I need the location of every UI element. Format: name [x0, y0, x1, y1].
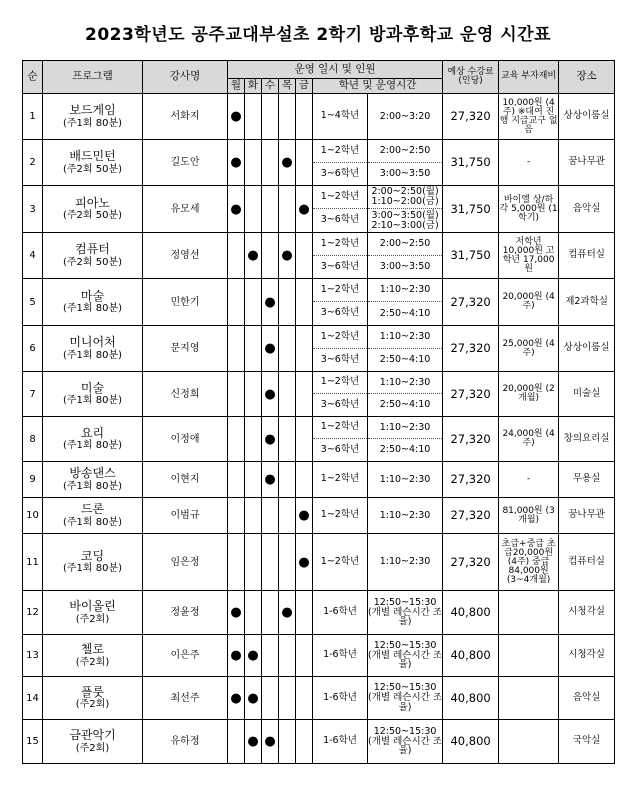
day-cell-fri	[296, 279, 313, 326]
day-dot: ●	[230, 605, 242, 620]
day-cell-mon	[228, 372, 245, 417]
day-dot: ●	[281, 155, 293, 170]
day-dot: ●	[281, 605, 293, 620]
row-number: 15	[23, 720, 43, 764]
day-cell-thu	[279, 635, 296, 677]
day-cell-thu	[279, 534, 296, 591]
header-day-tue: 화	[245, 79, 262, 94]
day-cell-mon	[228, 462, 245, 498]
day-cell-tue	[245, 140, 262, 186]
day-cell-wed	[262, 94, 279, 140]
row-number: 6	[23, 326, 43, 372]
grade-cell: 1~2학년	[313, 417, 368, 439]
teacher-name: 이현지	[143, 462, 228, 498]
program-frequency: (주1회 80분)	[62, 395, 123, 407]
day-cell-wed	[262, 417, 279, 462]
day-dot: ●	[247, 648, 259, 663]
program-frequency: (주2회)	[75, 656, 110, 668]
program-cell	[43, 372, 143, 417]
header-day-wed: 수	[262, 79, 279, 94]
day-dot: ●	[247, 248, 259, 263]
day-cell-thu	[279, 417, 296, 462]
day-cell-mon	[228, 417, 245, 462]
cost-cell: 25,000원 (4주)	[499, 326, 559, 372]
day-cell-tue	[245, 326, 262, 372]
table-row	[23, 635, 615, 677]
time-cell: 1:10~2:30	[368, 498, 443, 534]
day-cell-mon	[228, 140, 245, 186]
program-frequency: (주2회)	[75, 699, 110, 711]
fee-cell: 40,800	[443, 591, 499, 635]
table-body	[23, 94, 615, 764]
place-cell: 꿈나무관	[559, 140, 615, 186]
place-cell: 시청각실	[559, 591, 615, 635]
place-cell: 컴퓨터실	[559, 233, 615, 279]
table-row	[23, 462, 615, 498]
day-cell-wed	[262, 372, 279, 417]
day-cell-fri	[296, 233, 313, 279]
day-cell-tue	[245, 417, 262, 462]
time-cell: 2:50~4:10	[368, 394, 443, 417]
day-cell-thu	[279, 591, 296, 635]
grade-cell: 3~6학년	[313, 394, 368, 417]
day-cell-thu	[279, 372, 296, 417]
fee-cell: 40,800	[443, 635, 499, 677]
cost-cell	[499, 591, 559, 635]
time-cell: 2:50~4:10	[368, 302, 443, 326]
table-row	[23, 279, 615, 302]
program-name: 미술	[80, 380, 105, 395]
program-name: 배드민턴	[69, 149, 116, 164]
teacher-name: 길도안	[143, 140, 228, 186]
day-dot: ●	[230, 690, 242, 706]
teacher-name: 신정희	[143, 372, 228, 417]
cost-cell	[499, 635, 559, 677]
table-row	[23, 372, 615, 394]
day-cell-fri	[296, 677, 313, 720]
row-number: 1	[23, 94, 43, 140]
day-cell-wed	[262, 233, 279, 279]
program-name: 첼로	[80, 642, 105, 657]
day-cell-fri	[296, 635, 313, 677]
time-cell: 2:00~2:50	[368, 233, 443, 256]
day-cell-tue	[245, 186, 262, 233]
grade-cell: 1~2학년	[313, 326, 368, 349]
day-cell-fri	[296, 140, 313, 186]
day-cell-tue	[245, 372, 262, 417]
time-cell: 2:50~4:10	[368, 439, 443, 462]
row-number: 2	[23, 140, 43, 186]
place-cell: 상상이룸실	[559, 94, 615, 140]
grade-cell: 1~2학년	[313, 279, 368, 302]
day-cell-mon	[228, 233, 245, 279]
day-cell-wed	[262, 534, 279, 591]
program-frequency: (주1회 80분)	[62, 303, 123, 315]
grade-cell: 1~2학년	[313, 140, 368, 163]
day-cell-mon	[228, 498, 245, 534]
row-number: 8	[23, 417, 43, 462]
day-cell-thu	[279, 462, 296, 498]
grade-cell: 3~6학년	[313, 256, 368, 279]
grade-cell: 3~6학년	[313, 349, 368, 372]
fee-cell: 31,750	[443, 140, 499, 186]
day-cell-thu	[279, 233, 296, 279]
day-dot: ●	[230, 648, 242, 663]
time-cell: 3:00~3:50	[368, 256, 443, 279]
day-cell-wed	[262, 498, 279, 534]
row-number: 7	[23, 372, 43, 417]
day-cell-mon	[228, 635, 245, 677]
day-cell-wed	[262, 462, 279, 498]
grade-cell: 1-6학년	[313, 635, 368, 677]
program-cell	[43, 279, 143, 326]
grade-cell: 3~6학년	[313, 209, 368, 233]
day-cell-mon	[228, 94, 245, 140]
day-cell-fri	[296, 417, 313, 462]
time-cell: 12:50~15:30 (개별 레슨시간 조율)	[368, 720, 443, 764]
header-grade-time: 학년 및 운영시간	[313, 79, 443, 94]
program-cell	[43, 326, 143, 372]
day-cell-mon	[228, 534, 245, 591]
fee-cell: 27,320	[443, 498, 499, 534]
day-cell-tue	[245, 279, 262, 326]
time-cell: 3:00~3:50(월) 2:10~3:00(금)	[368, 209, 443, 233]
row-number: 9	[23, 462, 43, 498]
program-cell	[43, 498, 143, 534]
teacher-name: 이은주	[143, 635, 228, 677]
time-cell: 3:00~3:50	[368, 163, 443, 186]
day-cell-tue	[245, 534, 262, 591]
cost-cell: 20,000원 (2개월)	[499, 372, 559, 417]
header-no: 순	[23, 61, 43, 94]
program-name: 요리	[80, 425, 105, 440]
header-day-thu: 목	[279, 79, 296, 94]
program-cell	[43, 233, 143, 279]
day-cell-wed	[262, 186, 279, 233]
table-row	[23, 677, 615, 720]
day-dot: ●	[281, 248, 293, 263]
grade-cell: 1~2학년	[313, 186, 368, 209]
cost-cell: 초급+중급 초급20,000원 (4주) 중급84,000원 (3~4개월)	[499, 534, 559, 591]
day-cell-tue	[245, 677, 262, 720]
program-cell	[43, 140, 143, 186]
program-name: 미니어처	[69, 335, 116, 350]
teacher-name: 최선주	[143, 677, 228, 720]
cost-cell: 24,000원 (4주)	[499, 417, 559, 462]
program-frequency: (주2회 50분)	[62, 210, 123, 222]
program-name: 플룻	[80, 684, 105, 699]
day-dot: ●	[230, 155, 242, 170]
time-cell: 1:10~2:30	[368, 417, 443, 439]
header-place: 장소	[559, 61, 615, 94]
grade-cell: 1-6학년	[313, 591, 368, 635]
grade-cell: 1-6학년	[313, 677, 368, 720]
table-row	[23, 417, 615, 439]
place-cell: 시청각실	[559, 635, 615, 677]
header-program: 프로그램	[43, 61, 143, 94]
header-fee: 예상 수강료 (인당)	[443, 61, 499, 94]
program-frequency: (주1회 80분)	[62, 440, 123, 452]
program-frequency: (주2회 50분)	[62, 256, 123, 268]
grade-cell: 1~2학년	[313, 498, 368, 534]
table-row	[23, 498, 615, 534]
grade-cell: 3~6학년	[313, 302, 368, 326]
place-cell: 음악실	[559, 186, 615, 233]
day-cell-mon	[228, 279, 245, 326]
table-row	[23, 720, 615, 764]
day-dot: ●	[230, 201, 242, 217]
table-row	[23, 94, 615, 140]
grade-cell: 1-6학년	[313, 720, 368, 764]
day-cell-wed	[262, 326, 279, 372]
time-cell: 1:10~2:30	[368, 534, 443, 591]
day-cell-wed	[262, 635, 279, 677]
day-cell-wed	[262, 720, 279, 764]
program-name: 피아노	[75, 195, 110, 210]
row-number: 3	[23, 186, 43, 233]
program-name: 코딩	[80, 548, 105, 563]
page-title: 2023학년도 공주교대부설초 2학기 방과후학교 운영 시간표	[84, 25, 552, 45]
fee-cell: 31,750	[443, 186, 499, 233]
program-frequency: (주2회)	[75, 613, 110, 625]
table-row	[23, 140, 615, 163]
cost-cell: -	[499, 462, 559, 498]
day-cell-tue	[245, 233, 262, 279]
day-cell-thu	[279, 279, 296, 326]
teacher-name: 이정애	[143, 417, 228, 462]
day-cell-tue	[245, 94, 262, 140]
day-cell-fri	[296, 372, 313, 417]
time-cell: 2:00~2:50	[368, 140, 443, 163]
program-frequency: (주1회 80분)	[62, 117, 123, 129]
day-cell-thu	[279, 186, 296, 233]
day-cell-wed	[262, 140, 279, 186]
day-cell-fri	[296, 462, 313, 498]
cost-cell: -	[499, 140, 559, 186]
day-dot: ●	[247, 690, 259, 706]
grade-cell: 3~6학년	[313, 439, 368, 462]
day-cell-fri	[296, 534, 313, 591]
cost-cell: 20,000원 (4주)	[499, 279, 559, 326]
day-cell-mon	[228, 677, 245, 720]
program-frequency: (주1회 80분)	[62, 516, 123, 528]
teacher-name: 정윤정	[143, 591, 228, 635]
day-cell-fri	[296, 186, 313, 233]
day-dot: ●	[247, 734, 259, 749]
cost-cell: 저학년 10,000원 고학년 17,000원	[499, 233, 559, 279]
fee-cell: 27,320	[443, 534, 499, 591]
program-cell	[43, 635, 143, 677]
program-cell	[43, 591, 143, 635]
fee-cell: 27,320	[443, 462, 499, 498]
program-cell	[43, 462, 143, 498]
day-cell-thu	[279, 140, 296, 186]
teacher-name: 임은정	[143, 534, 228, 591]
time-cell: 2:50~4:10	[368, 349, 443, 372]
place-cell: 무용실	[559, 462, 615, 498]
day-cell-mon	[228, 591, 245, 635]
day-cell-fri	[296, 720, 313, 764]
header-day-fri: 금	[296, 79, 313, 94]
program-frequency: (주1회 80분)	[62, 349, 123, 361]
day-dot: ●	[264, 294, 276, 310]
day-dot: ●	[264, 386, 276, 402]
program-name: 마술	[80, 288, 105, 303]
day-cell-thu	[279, 498, 296, 534]
table-row	[23, 233, 615, 256]
teacher-name: 유하정	[143, 720, 228, 764]
fee-cell: 40,800	[443, 677, 499, 720]
day-dot: ●	[264, 472, 276, 487]
cost-cell	[499, 677, 559, 720]
fee-cell: 40,800	[443, 720, 499, 764]
fee-cell: 31,750	[443, 233, 499, 279]
teacher-name: 이범규	[143, 498, 228, 534]
time-cell: 2:00~3:20	[368, 94, 443, 140]
header-schedule: 운영 일시 및 인원	[228, 61, 443, 79]
place-cell: 컴퓨터실	[559, 534, 615, 591]
day-dot: ●	[298, 554, 310, 570]
program-frequency: (주2회 50분)	[62, 163, 123, 175]
grade-cell: 1~2학년	[313, 233, 368, 256]
place-cell: 상상이룸실	[559, 326, 615, 372]
row-number: 5	[23, 279, 43, 326]
day-cell-tue	[245, 591, 262, 635]
teacher-name: 정영선	[143, 233, 228, 279]
place-cell: 음악실	[559, 677, 615, 720]
time-cell: 2:00~2:50(월) 1:10~2:00(금)	[368, 186, 443, 209]
grade-cell: 1~2학년	[313, 462, 368, 498]
row-number: 10	[23, 498, 43, 534]
place-cell: 국악실	[559, 720, 615, 764]
grade-cell: 1~2학년	[313, 534, 368, 591]
table-row	[23, 591, 615, 635]
day-cell-thu	[279, 94, 296, 140]
fee-cell: 27,320	[443, 372, 499, 417]
day-cell-tue	[245, 635, 262, 677]
time-cell: 1:10~2:30	[368, 372, 443, 394]
program-cell	[43, 534, 143, 591]
day-cell-thu	[279, 677, 296, 720]
day-cell-wed	[262, 677, 279, 720]
day-cell-fri	[296, 591, 313, 635]
day-dot: ●	[264, 734, 276, 749]
day-cell-tue	[245, 498, 262, 534]
program-name: 금관악기	[69, 728, 116, 743]
time-cell: 12:50~15:30 (개별 레슨시간 조율)	[368, 635, 443, 677]
schedule-table	[22, 60, 615, 764]
program-frequency: (주1회 80분)	[62, 563, 123, 575]
row-number: 4	[23, 233, 43, 279]
day-dot: ●	[264, 341, 276, 356]
day-cell-mon	[228, 326, 245, 372]
day-dot: ●	[230, 109, 242, 124]
row-number: 13	[23, 635, 43, 677]
program-cell	[43, 186, 143, 233]
time-cell: 1:10~2:30	[368, 462, 443, 498]
day-cell-wed	[262, 591, 279, 635]
fee-cell: 27,320	[443, 279, 499, 326]
cost-cell	[499, 720, 559, 764]
day-cell-mon	[228, 720, 245, 764]
program-cell	[43, 720, 143, 764]
program-name: 드론	[80, 502, 105, 517]
program-name: 컴퓨터	[75, 242, 110, 257]
teacher-name: 민한기	[143, 279, 228, 326]
place-cell: 미술실	[559, 372, 615, 417]
day-cell-thu	[279, 326, 296, 372]
program-name: 보드게임	[69, 103, 116, 118]
header-teacher: 강사명	[143, 61, 228, 94]
place-cell: 꿈나무관	[559, 498, 615, 534]
program-name: 방송댄스	[69, 466, 116, 481]
fee-cell: 27,320	[443, 417, 499, 462]
day-cell-wed	[262, 279, 279, 326]
day-cell-fri	[296, 498, 313, 534]
fee-cell: 27,320	[443, 326, 499, 372]
place-cell: 제2과학실	[559, 279, 615, 326]
row-number: 11	[23, 534, 43, 591]
day-cell-mon	[228, 186, 245, 233]
teacher-name: 문지영	[143, 326, 228, 372]
day-dot: ●	[298, 508, 310, 523]
fee-cell: 27,320	[443, 94, 499, 140]
program-cell	[43, 677, 143, 720]
header-cost: 교육 부자재비	[499, 61, 559, 94]
program-frequency: (주2회)	[75, 742, 110, 754]
time-cell: 12:50~15:30 (개별 레슨시간 조율)	[368, 591, 443, 635]
day-dot: ●	[264, 431, 276, 447]
cost-cell: 10,000원 (4주) ※대여 진행 지급교구 없음	[499, 94, 559, 140]
teacher-name: 서화지	[143, 94, 228, 140]
row-number: 12	[23, 591, 43, 635]
day-cell-thu	[279, 720, 296, 764]
cost-cell: 바이엘 상/하 각 5,000원 (1학기)	[499, 186, 559, 233]
day-cell-tue	[245, 720, 262, 764]
header-day-mon: 월	[228, 79, 245, 94]
program-name: 바이올린	[69, 599, 116, 614]
time-cell: 1:10~2:30	[368, 326, 443, 349]
day-dot: ●	[298, 201, 310, 217]
table-row	[23, 186, 615, 209]
cost-cell: 81,000원 (3개월)	[499, 498, 559, 534]
program-frequency: (주1회 80분)	[62, 480, 123, 492]
row-number: 14	[23, 677, 43, 720]
table-row	[23, 534, 615, 591]
teacher-name: 유모세	[143, 186, 228, 233]
grade-cell: 1~2학년	[313, 372, 368, 394]
program-cell	[43, 94, 143, 140]
grade-cell: 1~4학년	[313, 94, 368, 140]
day-cell-tue	[245, 462, 262, 498]
table-row	[23, 326, 615, 349]
day-cell-fri	[296, 326, 313, 372]
day-cell-fri	[296, 94, 313, 140]
time-cell: 1:10~2:30	[368, 279, 443, 302]
grade-cell: 3~6학년	[313, 163, 368, 186]
program-cell	[43, 417, 143, 462]
time-cell: 12:50~15:30 (개별 레슨시간 조율)	[368, 677, 443, 720]
place-cell: 창의요리실	[559, 417, 615, 462]
